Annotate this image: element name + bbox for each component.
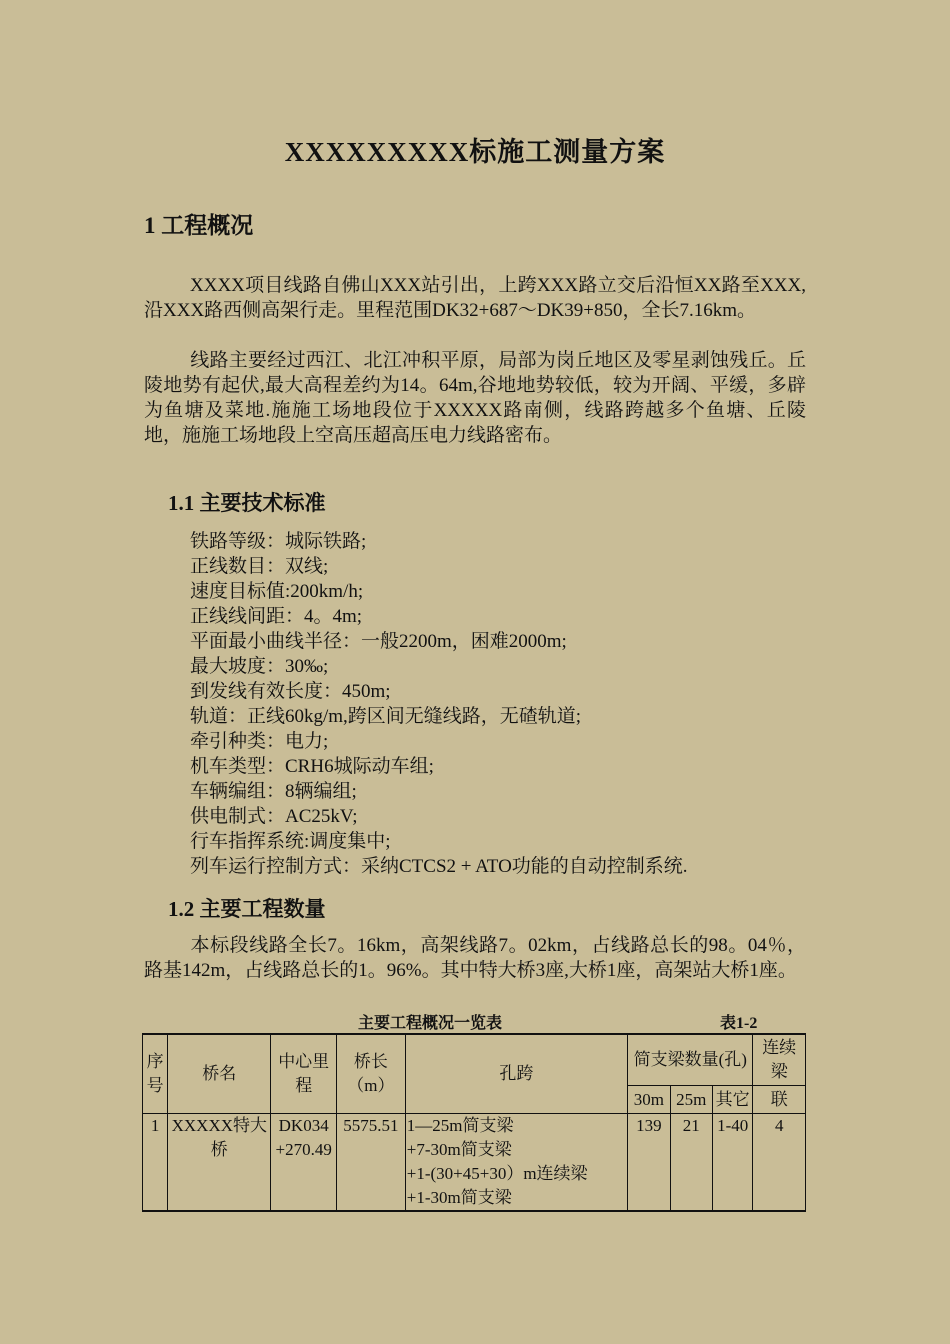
cell-center-mileage: [271, 1114, 337, 1212]
table-number: 表1-2: [720, 1015, 758, 1032]
cell-other: 1-40: [712, 1114, 752, 1212]
paragraph-overview-route: XXXX项目线路自佛山XXX站引出，上跨XXX路立交后沿恒XX路至XXX,沿XXX路西侧高架行走。里程范围DK32+687～DK39+850，全长7.16km。: [144, 275, 806, 321]
list-item: 牵引种类：电力;: [190, 731, 329, 752]
paragraph-overview-terrain: 线路主要经过西江、北江冲积平原，局部为岗丘地区及零星剥蚀残丘。丘陵地势有起伏,最大高程差约为14。64m,谷地地势较低，较为开阔、平缓，多辟为鱼塘及菜地.施施工场地段位于XXXXX路南侧，线路跨越多个鱼塘、丘陵地，施施工场地段上空高压超高压电力线路密布。: [144, 350, 806, 446]
technical-standards-list: [190, 529, 688, 879]
list-item: 最大坡度：30‰;: [190, 656, 329, 677]
document-title: XXXXXXXXX标施工测量方案: [284, 137, 666, 167]
cell-25m: 21: [670, 1114, 712, 1212]
list-item: 列车运行控制方式：采纳CTCS2 + ATO功能的自动控制系统.: [190, 856, 688, 877]
cell-center-line-2: +270.49: [275, 1140, 332, 1159]
header-span: 孔跨: [405, 1034, 627, 1114]
list-item: 车辆编组：8辆编组;: [190, 781, 357, 802]
header-name: 桥名: [168, 1034, 271, 1114]
list-item: 铁路等级：城际铁路;: [190, 531, 367, 552]
header-25m: 25m: [670, 1086, 712, 1114]
span-line: 1—25m简支梁: [406, 1116, 514, 1135]
span-line: +7-30m简支梁: [406, 1140, 512, 1159]
header-seq: 序号: [143, 1034, 168, 1114]
span-line: +1-30m简支梁: [406, 1188, 512, 1207]
list-item: 机车类型：CRH6城际动车组;: [190, 756, 434, 777]
table-caption: 主要工程概况一览表: [358, 1015, 503, 1032]
cell-lian: 4: [753, 1114, 806, 1212]
bridge-summary-table: [142, 1033, 806, 1212]
cell-length: 5575.51: [337, 1114, 406, 1212]
table-header-row: [143, 1034, 806, 1086]
header-simple-beam-count: 简支梁数量(孔): [628, 1034, 753, 1086]
list-item: 平面最小曲线半径：一般2200m，困难2000m;: [190, 631, 567, 652]
cell-center-line-1: DK034: [278, 1116, 329, 1135]
table-row: [143, 1114, 806, 1212]
span-line: +1-(30+45+30）m连续梁: [406, 1164, 588, 1183]
header-other: 其它: [712, 1086, 752, 1114]
list-item: 轨道：正线60kg/m,跨区间无缝线路，无碴轨道;: [190, 706, 582, 727]
section-heading-1: 1 工程概况: [144, 213, 254, 238]
cell-name: XXXXX特大桥: [168, 1114, 271, 1212]
list-item: 行车指挥系统:调度集中;: [190, 831, 391, 852]
header-30m: 30m: [628, 1086, 670, 1114]
cell-30m: 139: [628, 1114, 670, 1212]
list-item: 正线线间距：4。4m;: [190, 606, 363, 627]
section-heading-1-2: 1.2 主要工程数量: [168, 897, 326, 921]
paragraph-quantities: 本标段线路全长7。16km，高架线路7。02km，占线路总长的98。04％，路基142m，占线路总长的1。96%。其中特大桥3座,大桥1座，高架站大桥1座。: [144, 935, 806, 981]
header-center-mileage: 中心里程: [271, 1034, 337, 1114]
list-item: 到发线有效长度：450m;: [190, 681, 391, 702]
cell-seq: 1: [143, 1114, 168, 1212]
cell-span: [405, 1114, 627, 1212]
list-item: 正线数目：双线;: [190, 556, 329, 577]
section-heading-1-1: 1.1 主要技术标准: [168, 491, 326, 515]
list-item: 供电制式：AC25kV;: [190, 806, 358, 827]
header-length: 桥长（m）: [337, 1034, 406, 1114]
header-lian: 联: [753, 1086, 806, 1114]
list-item: 速度目标值:200km/h;: [190, 581, 364, 602]
header-continuous-beam: 连续梁: [753, 1034, 806, 1086]
